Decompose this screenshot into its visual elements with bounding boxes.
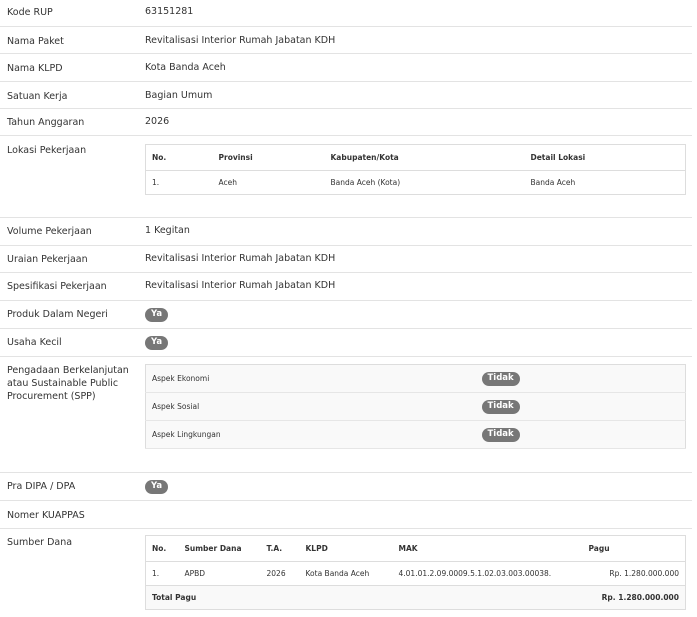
- cell-pagu: Rp. 1.280.000.000: [609, 569, 679, 578]
- satuan-kerja-value: Bagian Umum: [145, 90, 213, 101]
- volume-pekerjaan-label: Volume Pekerjaan: [7, 226, 92, 237]
- lokasi-table: [145, 144, 686, 195]
- satuan-kerja-label: Satuan Kerja: [7, 91, 68, 102]
- pra-dipa-label: Pra DIPA / DPA: [7, 481, 76, 492]
- row-nama-klpd: [0, 54, 692, 82]
- cell-no: 1.: [152, 178, 160, 187]
- table-row: [146, 365, 686, 393]
- row-kode-rup: [0, 0, 692, 27]
- usaha-kecil-badge: Ya: [145, 336, 168, 350]
- table-row: [146, 421, 686, 449]
- col-no: No.: [146, 536, 179, 562]
- produk-dalam-negeri-label: Produk Dalam Negeri: [7, 309, 108, 320]
- cell-klpd: Kota Banda Aceh: [305, 569, 370, 578]
- uraian-pekerjaan-label: Uraian Pekerjaan: [7, 254, 88, 265]
- volume-pekerjaan-value: 1 Kegitan: [145, 225, 190, 236]
- cell-mak: 4.01.01.2.09.0009.5.1.02.03.003.00038.: [398, 569, 552, 578]
- col-no: No.: [146, 145, 213, 171]
- lokasi-pekerjaan-label: Lokasi Pekerjaan: [7, 145, 87, 156]
- row-nama-paket: [0, 27, 692, 54]
- col-mak: MAK: [393, 536, 583, 562]
- table-row: [146, 171, 686, 195]
- spesifikasi-pekerjaan-value: Revitalisasi Interior Rumah Jabatan KDH: [145, 280, 336, 291]
- cell-sumber-dana: APBD: [184, 569, 206, 578]
- row-nomer-kuappas: [0, 501, 692, 529]
- col-pagu: [583, 536, 686, 562]
- kode-rup-label: Kode RUP: [7, 7, 53, 18]
- total-pagu-row: [146, 586, 686, 610]
- tahun-anggaran-value: 2026: [145, 116, 170, 127]
- spp-aspek-ekonomi: Aspek Ekonomi: [146, 365, 476, 393]
- usaha-kecil-label: Usaha Kecil: [7, 337, 62, 348]
- spp-label-line3: Procurement (SPP): [7, 391, 96, 402]
- sumber-dana-table: [145, 535, 686, 610]
- col-provinsi: Provinsi: [213, 145, 325, 171]
- cell-kabupaten: Banda Aceh (Kota): [330, 178, 401, 187]
- spp-aspek-sosial: Aspek Sosial: [146, 393, 476, 421]
- col-klpd: KLPD: [300, 536, 393, 562]
- nama-paket-value: Revitalisasi Interior Rumah Jabatan KDH: [145, 35, 336, 46]
- col-kabupaten: Kabupaten/Kota: [325, 145, 525, 171]
- spp-sosial-badge: Tidak: [482, 400, 520, 414]
- table-row: [146, 393, 686, 421]
- cell-provinsi: Aceh: [218, 178, 237, 187]
- uraian-pekerjaan-value: Revitalisasi Interior Rumah Jabatan KDH: [145, 253, 336, 264]
- total-pagu-label: Total Pagu: [146, 586, 583, 610]
- spp-aspek-lingkungan: Aspek Lingkungan: [146, 421, 476, 449]
- cell-no: 1.: [152, 569, 160, 578]
- spp-lingkungan-badge: Tidak: [482, 428, 520, 442]
- row-volume-pekerjaan: [0, 218, 692, 246]
- total-pagu-value: Rp. 1.280.000.000: [583, 586, 686, 610]
- spp-table: [145, 364, 686, 449]
- nomer-kuappas-label: Nomer KUAPPAS: [7, 510, 85, 521]
- table-row: [146, 562, 686, 586]
- row-usaha-kecil: [0, 329, 692, 357]
- nama-klpd-value: Kota Banda Aceh: [145, 62, 226, 73]
- nama-paket-label: Nama Paket: [7, 36, 64, 47]
- nama-klpd-label: Nama KLPD: [7, 63, 63, 74]
- lokasi-table-header: [146, 145, 686, 171]
- kode-rup-value: 63151281: [145, 6, 194, 17]
- spp-label-line2: atau Sustainable Public: [7, 378, 119, 389]
- col-pagu-label: Pagu: [588, 544, 610, 553]
- sumber-dana-table-header: [146, 536, 686, 562]
- col-detail-lokasi: Detail Lokasi: [525, 145, 686, 171]
- row-uraian-pekerjaan: [0, 246, 692, 273]
- col-sumber-dana: Sumber Dana: [179, 536, 261, 562]
- row-satuan-kerja: [0, 82, 692, 109]
- spesifikasi-pekerjaan-label: Spesifikasi Pekerjaan: [7, 281, 107, 292]
- row-produk-dalam-negeri: [0, 301, 692, 329]
- spp-ekonomi-badge: Tidak: [482, 372, 520, 386]
- tahun-anggaran-label: Tahun Anggaran: [7, 117, 85, 128]
- produk-dalam-negeri-badge: Ya: [145, 308, 168, 322]
- spp-label: [7, 364, 129, 403]
- sumber-dana-label: Sumber Dana: [7, 537, 73, 548]
- col-ta: T.A.: [261, 536, 300, 562]
- spp-label-line1: Pengadaan Berkelanjutan: [7, 365, 129, 376]
- pra-dipa-badge: Ya: [145, 480, 168, 494]
- cell-detail-lokasi: Banda Aceh: [530, 178, 576, 187]
- row-tahun-anggaran: [0, 109, 692, 136]
- row-pra-dipa: [0, 473, 692, 501]
- row-spesifikasi-pekerjaan: [0, 273, 692, 301]
- cell-ta: 2026: [266, 569, 286, 578]
